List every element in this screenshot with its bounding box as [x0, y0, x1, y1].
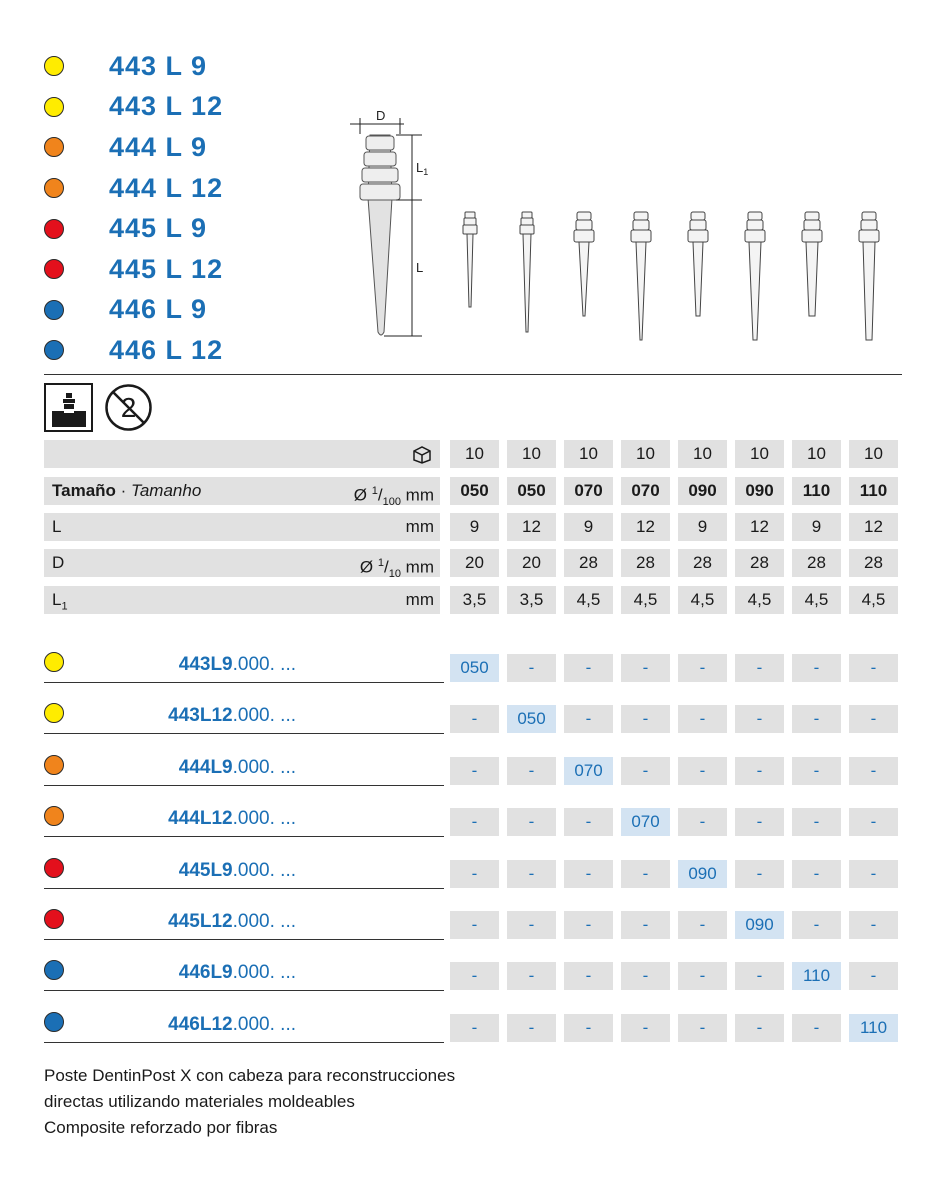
order-cell: 110	[849, 1014, 898, 1042]
spec-cell: 4,5	[564, 586, 613, 614]
spec-cell: 3,5	[450, 586, 499, 614]
diameter-label: D	[52, 553, 65, 572]
order-cell: -	[678, 654, 727, 682]
spec-cell: 10	[678, 440, 727, 468]
order-code: 446L12.000. ...	[168, 1013, 296, 1035]
order-cell: -	[849, 757, 898, 785]
spec-cell: 12	[507, 513, 556, 541]
legend-item	[44, 290, 264, 331]
legend-label: 444 L 9	[109, 131, 208, 162]
order-cell: -	[450, 1014, 499, 1042]
legend-item	[44, 249, 264, 290]
legend-item	[44, 208, 264, 249]
small-post	[520, 212, 534, 332]
dim-label-l1: $L_1$	[416, 160, 429, 177]
order-cell: -	[621, 962, 670, 990]
order-cell: 070	[621, 808, 670, 836]
spec-cell: 050	[507, 477, 556, 505]
length-unit: mm	[405, 517, 434, 536]
spec-cell: 090	[735, 477, 784, 505]
legend-label: 443 L 9	[109, 50, 208, 81]
legend-item	[44, 330, 264, 371]
package-icon	[412, 444, 432, 464]
spec-cell: 050	[450, 477, 499, 505]
legend-item	[44, 87, 264, 128]
spec-cell: 110	[792, 477, 841, 505]
order-cell: -	[621, 860, 670, 888]
order-row	[44, 804, 894, 836]
dim-label-l: L	[416, 260, 424, 275]
spec-cell: 12	[849, 513, 898, 541]
order-cell: -	[450, 911, 499, 939]
spec-cell: 10	[792, 440, 841, 468]
spec-cell: 4,5	[849, 586, 898, 614]
order-cell: -	[564, 860, 613, 888]
order-cell: -	[678, 757, 727, 785]
box-product-icon	[44, 383, 93, 432]
length-label: L	[52, 517, 62, 536]
legend-item	[44, 46, 264, 87]
order-cell: 050	[450, 654, 499, 682]
order-cell: -	[849, 808, 898, 836]
small-post	[859, 212, 879, 340]
order-cell: -	[621, 705, 670, 733]
spec-cell: 090	[678, 477, 727, 505]
spec-cell: 9	[678, 513, 727, 541]
row-rule	[44, 785, 444, 786]
spec-cell: 9	[450, 513, 499, 541]
diameter-unit: Ø $^1/_{10}$ mm	[359, 557, 434, 581]
row-rule	[44, 990, 444, 991]
order-cell: -	[450, 808, 499, 836]
spec-cell: 4,5	[735, 586, 784, 614]
order-cell: -	[735, 705, 784, 733]
order-cell: -	[735, 757, 784, 785]
product-description	[44, 1063, 455, 1141]
single-use-icon	[104, 383, 153, 432]
order-cell: 090	[678, 860, 727, 888]
order-code: 445L12.000. ...	[168, 911, 296, 932]
section-divider	[44, 374, 902, 375]
legend-item	[44, 127, 264, 168]
order-cell: -	[564, 911, 613, 939]
order-cell: -	[678, 808, 727, 836]
description-line: Composite reforzado por fibras	[44, 1118, 278, 1137]
spec-cell: 4,5	[678, 586, 727, 614]
spec-cell: 10	[564, 440, 613, 468]
description-line: directas utilizando materiales moldeables	[44, 1092, 355, 1111]
order-cell: 050	[507, 705, 556, 733]
spec-cell: 28	[564, 549, 613, 577]
product-legend	[44, 46, 264, 371]
row-rule	[44, 888, 444, 889]
color-dot-icon	[44, 300, 64, 320]
legend-label: 443 L 12	[109, 91, 224, 122]
order-cell: -	[507, 962, 556, 990]
order-cell: -	[678, 911, 727, 939]
spec-cell: 110	[849, 477, 898, 505]
order-row	[44, 958, 894, 990]
order-cell: -	[450, 757, 499, 785]
order-cell: -	[678, 1014, 727, 1042]
legend-label: 446 L 12	[109, 334, 224, 365]
order-cell: -	[621, 911, 670, 939]
order-row	[44, 856, 894, 888]
order-code: 445L9.000. ...	[178, 859, 296, 881]
color-dot-icon	[44, 97, 64, 117]
legend-item	[44, 168, 264, 209]
order-cell: -	[792, 911, 841, 939]
order-row	[44, 650, 894, 682]
order-cell: -	[792, 654, 841, 682]
order-cell: -	[849, 705, 898, 733]
order-cell: -	[621, 654, 670, 682]
spec-cell: 10	[450, 440, 499, 468]
order-code: 443L9.000. ...	[178, 654, 296, 675]
order-cell: -	[564, 1014, 613, 1042]
spec-cell: 10	[735, 440, 784, 468]
color-dot-icon	[44, 259, 64, 279]
order-row	[44, 1010, 894, 1042]
order-cell: -	[678, 705, 727, 733]
spec-cell: 4,5	[621, 586, 670, 614]
order-cell: -	[621, 1014, 670, 1042]
post-sizes	[463, 212, 879, 340]
size-unit: Ø $^1/_{100}$ mm	[353, 485, 434, 509]
order-cell: -	[735, 860, 784, 888]
order-cell: -	[849, 911, 898, 939]
order-cell: -	[507, 808, 556, 836]
order-cell: -	[735, 962, 784, 990]
order-cell: -	[849, 860, 898, 888]
color-dot-icon	[44, 219, 64, 239]
order-cell: -	[792, 757, 841, 785]
order-cell: -	[564, 654, 613, 682]
small-post	[631, 212, 651, 340]
order-row	[44, 907, 894, 939]
order-cell: -	[450, 705, 499, 733]
spec-cell: 20	[450, 549, 499, 577]
order-cell: 110	[792, 962, 841, 990]
spec-cell: 9	[564, 513, 613, 541]
order-cell: -	[849, 654, 898, 682]
color-dot-icon	[44, 178, 64, 198]
order-cell: -	[564, 808, 613, 836]
legend-label: 446 L 9	[109, 294, 208, 325]
order-cell: -	[678, 962, 727, 990]
spec-cell: 28	[849, 549, 898, 577]
dim-label-d: D	[376, 108, 386, 123]
post-drawing	[340, 100, 900, 350]
spec-cell: 3,5	[507, 586, 556, 614]
row-rule	[44, 682, 444, 683]
row-rule	[44, 836, 444, 837]
spec-cell: 9	[792, 513, 841, 541]
order-cell: -	[507, 860, 556, 888]
color-dot-icon	[44, 340, 64, 360]
color-dot-icon	[44, 137, 64, 157]
order-cell: -	[507, 1014, 556, 1042]
order-cell: 090	[735, 911, 784, 939]
l1-label: $L_1$	[52, 590, 68, 613]
spec-cell: 28	[735, 549, 784, 577]
order-cell: -	[792, 860, 841, 888]
order-cell: -	[450, 962, 499, 990]
small-post	[745, 212, 765, 340]
l1-unit: mm	[405, 590, 434, 609]
row-rule	[44, 733, 444, 734]
spec-cell: 070	[621, 477, 670, 505]
spec-cell: 070	[564, 477, 613, 505]
spec-cell: 4,5	[792, 586, 841, 614]
legend-label: 445 L 12	[109, 253, 224, 284]
order-cell: -	[792, 705, 841, 733]
small-post	[802, 212, 822, 316]
order-cell: -	[621, 757, 670, 785]
spec-cell: 28	[621, 549, 670, 577]
svg-text:2: 2	[120, 392, 137, 423]
order-cell: -	[792, 1014, 841, 1042]
order-code: 444L12.000. ...	[168, 808, 296, 830]
order-cell: -	[564, 705, 613, 733]
spec-cell: 28	[678, 549, 727, 577]
spec-cell: 12	[621, 513, 670, 541]
small-post	[463, 212, 477, 307]
order-cell: -	[564, 962, 613, 990]
spec-cell: 10	[621, 440, 670, 468]
size-label: Tamaño · Tamanho	[52, 481, 202, 500]
order-code: 443L12.000. ...	[168, 705, 296, 727]
order-cell: -	[849, 962, 898, 990]
order-cell: -	[507, 757, 556, 785]
spec-cell: 28	[792, 549, 841, 577]
small-post	[574, 212, 594, 316]
spec-cell: 20	[507, 549, 556, 577]
small-post	[688, 212, 708, 316]
spec-cell: 12	[735, 513, 784, 541]
order-cell: -	[507, 654, 556, 682]
order-cell: 070	[564, 757, 613, 785]
legend-label: 444 L 12	[109, 172, 224, 203]
spec-cell: 10	[849, 440, 898, 468]
order-cell: -	[792, 808, 841, 836]
order-row	[44, 701, 894, 733]
order-cell: -	[735, 1014, 784, 1042]
order-cell: -	[735, 654, 784, 682]
order-cell: -	[450, 860, 499, 888]
color-dot-icon	[44, 56, 64, 76]
order-cell: -	[507, 911, 556, 939]
legend-label: 445 L 9	[109, 213, 208, 244]
order-cell: -	[735, 808, 784, 836]
description-line: Poste DentinPost X con cabeza para reconstrucciones	[44, 1066, 456, 1085]
order-code: 444L9.000. ...	[178, 756, 296, 778]
spec-cell: 10	[507, 440, 556, 468]
dimensioned-post	[360, 135, 400, 335]
order-row	[44, 753, 894, 785]
row-rule	[44, 939, 444, 940]
order-code: 446L9.000. ...	[178, 962, 296, 984]
row-rule	[44, 1042, 444, 1043]
